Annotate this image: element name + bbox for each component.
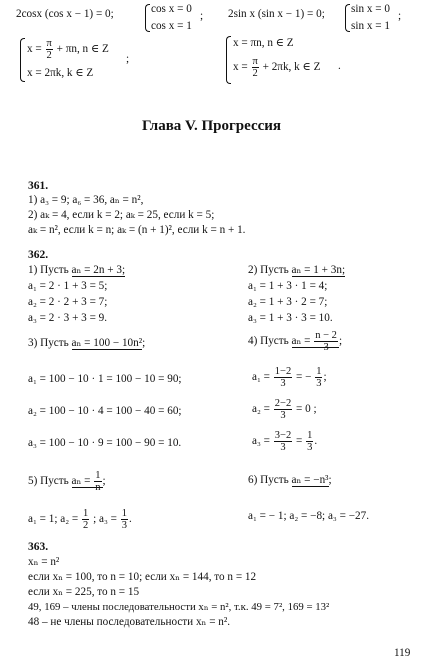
case4-header: 4) Пусть aₙ = $\frac{n - 2}{3}$ ; [248, 330, 343, 353]
problem-363-line4: 49, 169 – члены последовательности xₙ = n², т.к. 49 = 7², 169 = 13² [28, 601, 330, 613]
right-solution-end: . [338, 60, 341, 72]
case3-header: 3) Пусть aₙ = 100 − 10n²; [28, 337, 146, 349]
right-solution-line2: x = $\frac{\pi}{2}$ + 2πk, k ∈ Z [233, 56, 321, 79]
case2-line3: a₃ = 1 + 3 · 3 = 10. [248, 312, 333, 324]
case4-line1: a₁ = $\frac{1-2}{3}$ = − $\frac{1}{3}$ ; [252, 366, 327, 389]
problem-363-line5: 48 – не члены последовательности xₙ = n². [28, 616, 231, 628]
case2-header: 2) Пусть aₙ = 1 + 3n; [248, 264, 346, 276]
case1-line3: a₃ = 2 · 3 + 3 = 9. [28, 312, 108, 324]
case2-line1: a₁ = 1 + 3 · 1 = 4; [248, 280, 328, 292]
case4-line2: a₂ = $\frac{2-2}{3}$ = 0 ; [252, 398, 317, 421]
case4-line3: a₃ = $\frac{3-2}{3}$ = $\frac{1}{3}$ . [252, 430, 318, 453]
case5-line1: a₁ = 1; a₂ = $\frac{1}{2}$ ; a₃ = $\frac{1}{3}$ . [28, 508, 132, 531]
case1-line1: a₁ = 2 · 1 + 3 = 5; [28, 280, 108, 292]
case3-line3: a₃ = 100 − 10 · 9 = 100 − 90 = 10. [28, 437, 182, 449]
right-solution-line1: x = πn, n ∈ Z [233, 37, 294, 49]
problem-361-number: 361. [28, 180, 49, 192]
right-system-brace [345, 4, 350, 32]
case6-header: 6) Пусть aₙ = −n³; [248, 474, 332, 486]
left-equation: 2cosx (cos x − 1) = 0; [16, 8, 114, 20]
case1-header: 1) Пусть aₙ = 2n + 3; [28, 264, 126, 276]
left-system-line1: cos x = 0 [151, 3, 192, 15]
problem-361-line3: aₖ = n², если k = n; aₖ = (n + 1)², если k = n + 1. [28, 224, 246, 236]
page-number: 119 [394, 647, 411, 659]
problem-363-line1: xₙ = n² [28, 556, 60, 568]
left-system-line2: cos x = 1 [151, 20, 192, 32]
left-solution-line2: x = 2πk, k ∈ Z [27, 67, 94, 79]
left-solution-brace [20, 38, 25, 82]
problem-363-line3: если xₙ = 225, то n = 15 [28, 586, 140, 598]
case5-header: 5) Пусть aₙ = $\frac{1}{n}$ ; [28, 470, 106, 493]
case3-line1: a₁ = 100 − 10 · 1 = 100 − 10 = 90; [28, 373, 182, 385]
case6-line1: a₁ = − 1; a₂ = −8; a₃ = −27. [248, 510, 370, 522]
problem-363-number: 363. [28, 541, 49, 553]
right-system-line1: sin x = 0 [351, 3, 390, 15]
chapter-title: Глава V. Прогрессия [141, 118, 282, 134]
case1-line2: a₂ = 2 · 2 + 3 = 7; [28, 296, 108, 308]
problem-362-number: 362. [28, 249, 49, 261]
problem-363-line2: если xₙ = 100, то n = 10; если xₙ = 144, то n = 12 [28, 571, 257, 583]
left-solution-end: ; [126, 53, 130, 65]
left-solution-line1: x = $\frac{\pi}{2}$ + πn, n ∈ Z [27, 38, 109, 61]
left-system-brace [145, 4, 150, 32]
problem-361-line2: 2) aₖ = 4, если k = 2; aₖ = 25, если k = 5; [28, 209, 215, 221]
case3-line2: a₂ = 100 − 10 · 4 = 100 − 40 = 60; [28, 405, 182, 417]
right-system-line2: sin x = 1 [351, 20, 390, 32]
problem-361-line1: 1) a₃ = 9; a₆ = 36, aₙ = n², [28, 194, 144, 206]
case2-line2: a₂ = 1 + 3 · 2 = 7; [248, 296, 328, 308]
left-system-end: ; [200, 10, 204, 22]
right-system-end: ; [398, 10, 402, 22]
right-solution-brace [226, 36, 231, 84]
right-equation: 2sin x (sin x − 1) = 0; [228, 8, 325, 20]
